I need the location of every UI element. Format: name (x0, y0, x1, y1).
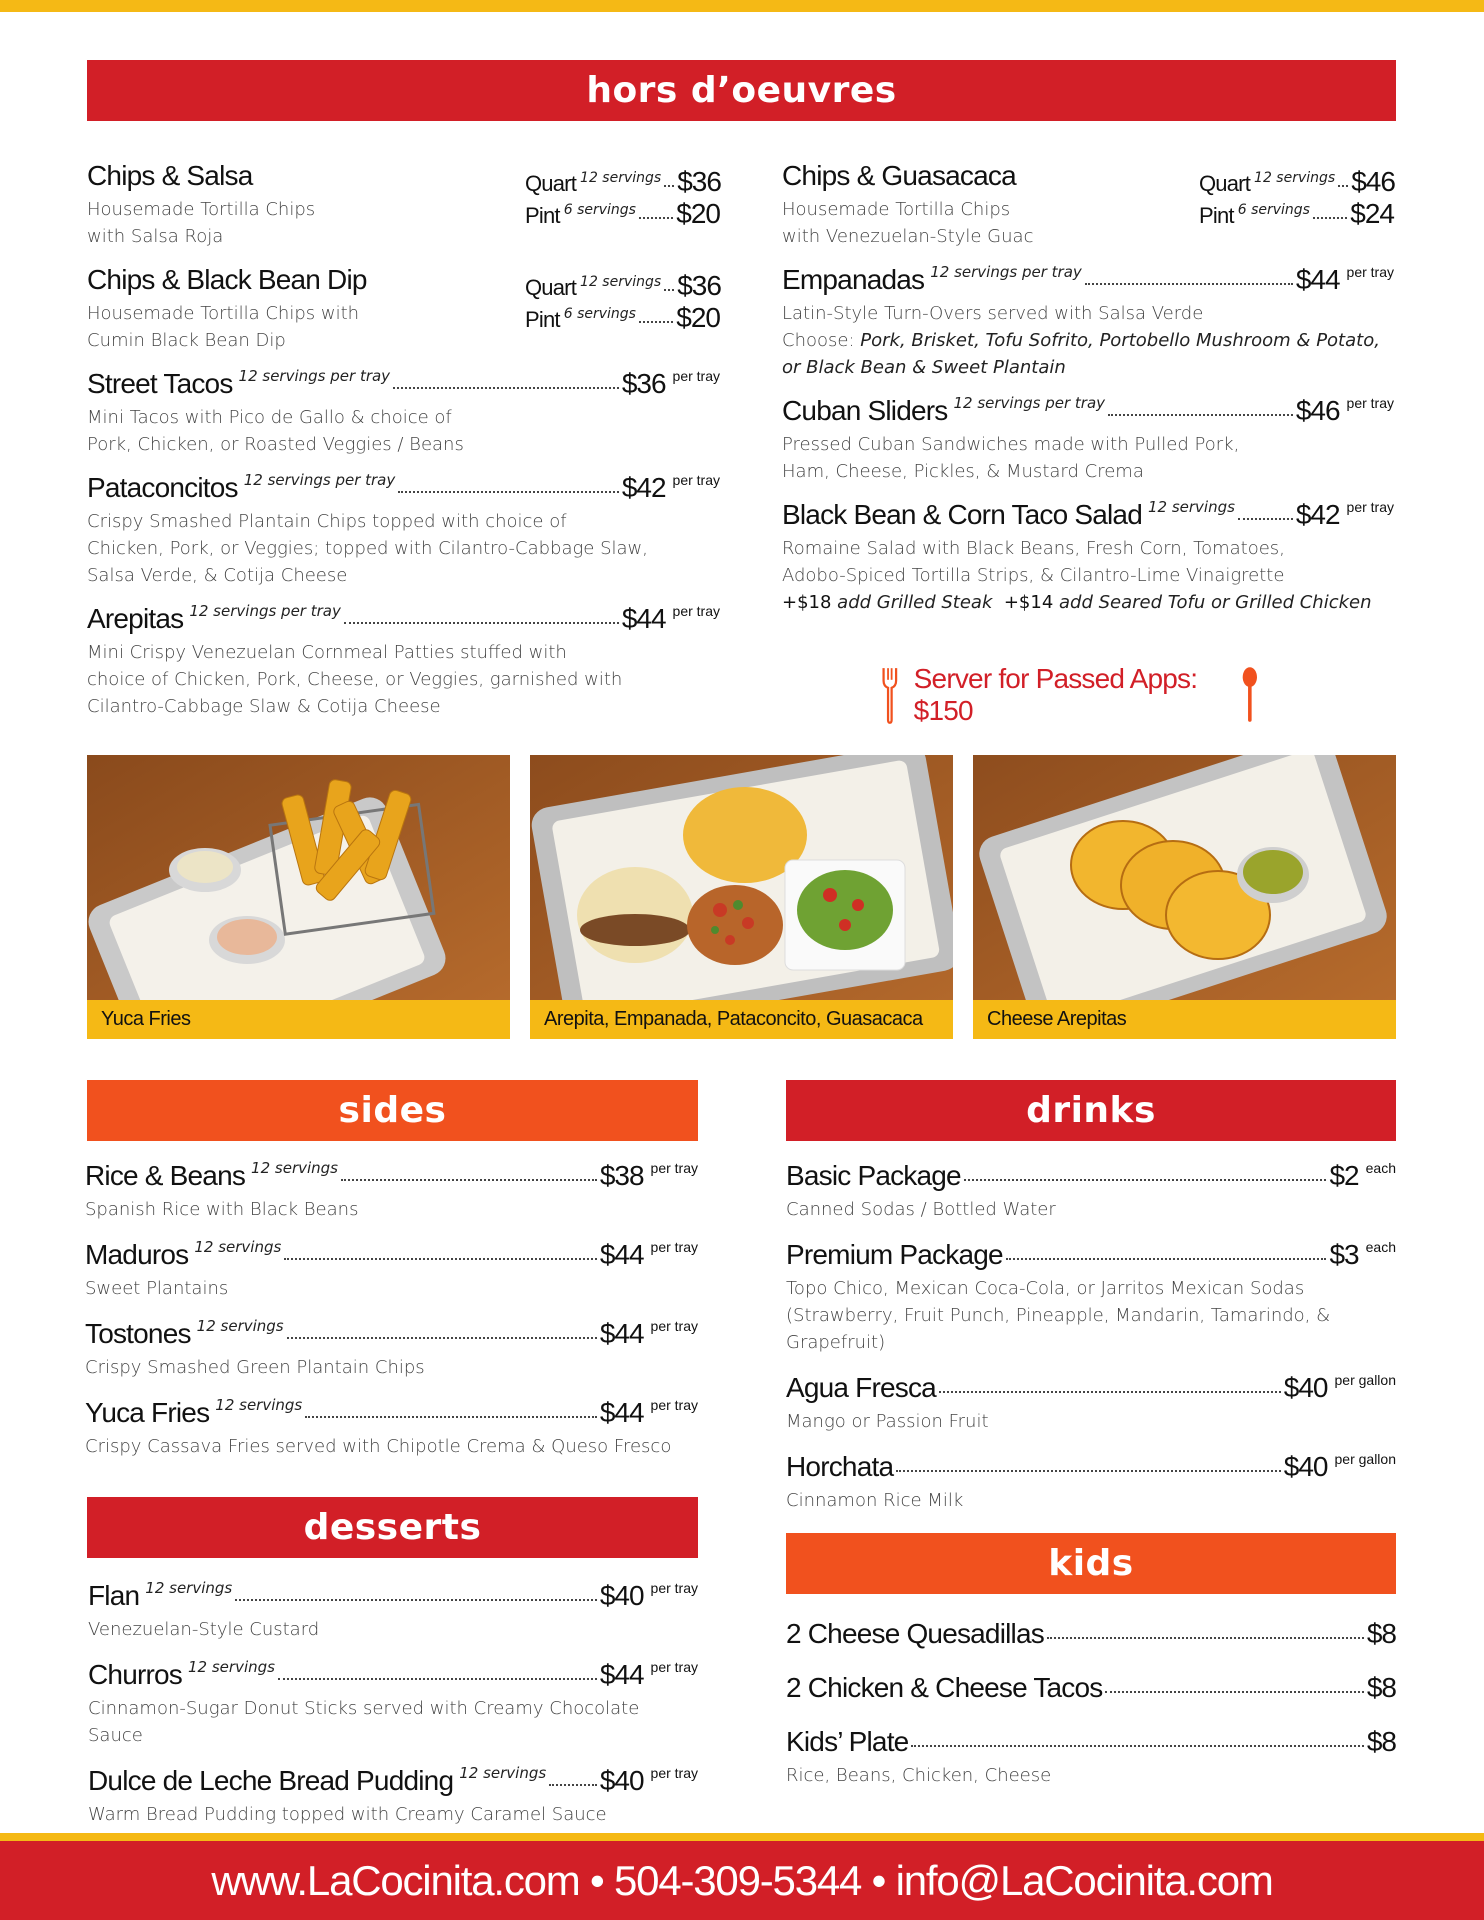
menu-item (786, 1239, 1396, 1356)
addons: +$18 add Grilled Steak +$14 add Seared Tofu or Grilled Chicken (782, 592, 1372, 613)
dot-leader (664, 185, 674, 187)
dot-leader (1338, 185, 1348, 187)
section-banner-sides (87, 1080, 698, 1141)
menu-item (786, 1372, 1396, 1435)
drinks-list (786, 1160, 1396, 1530)
item-servings: 12 servings per tray (243, 471, 396, 489)
dot-leader (287, 1337, 597, 1339)
item-name: Cuban Sliders (782, 395, 948, 426)
item-description: Cinnamon Rice Milk (786, 1490, 964, 1511)
price-unit: per tray (672, 603, 720, 619)
item-description: Crispy Smashed Green Plantain Chips (85, 1357, 425, 1378)
price-unit: per tray (650, 1318, 698, 1334)
item-description: Crispy Cassava Fries served with Chipotle Crema & Queso Fresco (85, 1436, 672, 1457)
price-unit: per tray (672, 472, 720, 488)
section-title: drinks (1026, 1090, 1156, 1131)
item-price: $44 (1295, 264, 1340, 295)
server-callout (880, 660, 1260, 730)
item-price: $40 (599, 1580, 644, 1611)
section-title: kids (1048, 1543, 1134, 1584)
photo-caption: Cheese Arepitas (973, 1000, 1396, 1039)
menu-item (782, 395, 1394, 485)
item-description: Mango or Passion Fruit (786, 1411, 989, 1432)
footer-contact (0, 1841, 1484, 1920)
item-name: Tostones (85, 1318, 191, 1349)
size-option: Pint 6 servings $20 (525, 198, 720, 229)
dot-leader (964, 1179, 1327, 1181)
section-banner-hors-doeuvres (87, 60, 1396, 121)
price-unit: per tray (650, 1160, 698, 1176)
cheese-arepitas-image (973, 755, 1396, 1000)
server-text: Server for Passed Apps: $150 (913, 663, 1198, 726)
item-servings: 12 servings (188, 1658, 275, 1676)
item-description: Spanish Rice with Black Beans (85, 1199, 359, 1220)
item-description: Mini Tacos with Pico de Gallo & choice of Pork, Chicken, or Roasted Veggies / Beans (87, 407, 464, 455)
item-servings: 12 servings (459, 1764, 547, 1782)
item-price: $46 (1295, 395, 1340, 426)
price-unit: per tray (650, 1580, 698, 1596)
item-name: Black Bean & Corn Taco Salad (782, 499, 1142, 530)
item-name: Yuca Fries (85, 1397, 210, 1428)
item-servings: 12 servings (215, 1396, 303, 1414)
section-title: hors d’oeuvres (586, 70, 897, 111)
item-price: $2 (1329, 1160, 1359, 1191)
item-name: Premium Package (786, 1239, 1003, 1270)
item-name: Arepitas (87, 603, 184, 634)
dot-leader (344, 622, 619, 624)
item-servings: 12 servings per tray (238, 367, 391, 385)
photo-caption: Yuca Fries (87, 1000, 510, 1039)
item-name: Chips & Guasacaca (782, 160, 1016, 191)
item-servings: 12 servings per tray (953, 394, 1106, 412)
menu-item (85, 1318, 698, 1381)
menu-item (87, 368, 720, 458)
dot-leader (549, 1784, 597, 1786)
dot-leader (1313, 217, 1347, 219)
item-price: $40 (1283, 1451, 1328, 1482)
dot-leader (639, 217, 673, 219)
price-unit: per tray (650, 1659, 698, 1675)
footer-stripe (0, 1833, 1484, 1841)
menu-item (87, 472, 720, 589)
item-price: $44 (599, 1397, 644, 1428)
item-description: Pressed Cuban Sandwiches made with Pulled Pork, Ham, Cheese, Pickles, & Mustard Crema (782, 434, 1240, 482)
item-price: $42 (621, 472, 666, 503)
sides-list (85, 1160, 698, 1476)
item-price: $38 (599, 1160, 644, 1191)
dot-leader (1085, 283, 1293, 285)
price-unit: per tray (650, 1397, 698, 1413)
yuca-fries-image (87, 755, 510, 1000)
item-name: Chips & Salsa (87, 160, 253, 191)
contact-info: www.LaCocinita.com • 504-309-5344 • info@LaCocinita.com (211, 1856, 1273, 1904)
hors-doeuvres-right-column (782, 160, 1394, 630)
menu-item (88, 1659, 698, 1749)
price-unit: per tray (650, 1765, 698, 1781)
item-servings: 12 servings (251, 1159, 338, 1177)
food-photo (973, 755, 1396, 1000)
item-description: Rice, Beans, Chicken, Cheese (786, 1765, 1052, 1786)
price-unit: per tray (1346, 395, 1394, 411)
item-name: Horchata (786, 1451, 894, 1482)
item-description: Housemade Tortilla Chips with Salsa Roja (87, 199, 316, 247)
dot-leader (939, 1391, 1281, 1393)
photo-cheese-arepitas (973, 755, 1396, 1039)
item-servings: 12 servings (194, 1238, 282, 1256)
dot-leader (305, 1416, 597, 1418)
item-servings: 12 servings (196, 1317, 284, 1335)
item-name: Kids’ Plate (786, 1726, 909, 1757)
price-unit: per tray (1346, 264, 1394, 280)
size-option: Pint 6 servings $24 (1199, 198, 1394, 229)
item-description: Crispy Smashed Plantain Chips topped with choice of Chicken, Pork, or Veggies; topped with Cilantro-Cabbage Slaw, Salsa Verde, & Cotija Cheese (87, 511, 648, 586)
item-name: Churros (88, 1659, 182, 1690)
dot-leader (341, 1179, 597, 1181)
desserts-list (88, 1580, 698, 1844)
dot-leader (1108, 414, 1293, 416)
item-name: Basic Package (786, 1160, 961, 1191)
item-price: $44 (599, 1239, 644, 1270)
dot-leader (896, 1470, 1281, 1472)
item-description: Cinnamon-Sugar Donut Sticks served with Creamy Chocolate Sauce (88, 1698, 640, 1746)
size-option: Quart 12 servings $46 (1199, 166, 1395, 197)
item-name: Pataconcitos (87, 472, 238, 503)
size-option: Pint 6 servings $20 (525, 302, 720, 333)
dot-leader (1047, 1637, 1364, 1639)
item-name: Maduros (85, 1239, 189, 1270)
price-unit: per gallon (1334, 1372, 1396, 1388)
item-name: 2 Chicken & Cheese Tacos (786, 1672, 1103, 1703)
item-price: $8 (1366, 1672, 1396, 1703)
dot-leader (1105, 1691, 1363, 1693)
item-servings: 12 servings per tray (930, 263, 1082, 281)
dot-leader (393, 387, 619, 389)
food-photo (87, 755, 510, 1000)
item-servings: 12 servings (1147, 498, 1235, 516)
item-description: Romaine Salad with Black Beans, Fresh Corn, Tomatoes, Adobo-Spiced Tortilla Strips, & Cilantro-Lime Vinaigrette +$18 add Grilled Steak +$14 add Seared Tofu or Grilled Chicken (782, 535, 1394, 616)
item-name: Rice & Beans (85, 1160, 246, 1191)
section-banner-drinks (786, 1080, 1396, 1141)
price-unit: per gallon (1334, 1451, 1396, 1467)
photo-yuca-fries (87, 755, 510, 1039)
item-name: Flan (88, 1580, 140, 1611)
menu-item (85, 1160, 698, 1223)
item-servings: 12 servings (145, 1579, 233, 1597)
item-name: Chips & Black Bean Dip (87, 264, 367, 295)
dot-leader (235, 1599, 597, 1601)
menu-item (85, 1397, 698, 1460)
fork-icon (880, 663, 900, 727)
section-title: sides (338, 1090, 447, 1131)
item-servings: 12 servings per tray (189, 602, 341, 620)
size-option: Quart 12 servings $36 (525, 270, 721, 301)
dot-leader (398, 491, 619, 493)
section-title: desserts (303, 1507, 482, 1548)
menu-item (85, 1239, 698, 1302)
price-unit: each (1365, 1239, 1396, 1255)
item-name: Agua Fresca (786, 1372, 936, 1403)
top-stripe (0, 0, 1484, 12)
dot-leader (1238, 518, 1293, 520)
dot-leader (639, 321, 673, 323)
menu-item (88, 1580, 698, 1643)
dot-leader (664, 289, 674, 291)
item-description: Mini Crispy Venezuelan Cornmeal Patties stuffed with choice of Chicken, Pork, Cheese, or Veggies, garnished with Cilantro-Cabbage Slaw & Cotija Cheese (87, 642, 623, 717)
item-name: Dulce de Leche Bread Pudding (88, 1765, 454, 1796)
item-description: Housemade Tortilla Chips with Venezuelan-Style Guac (782, 199, 1034, 247)
menu-item (782, 264, 1394, 381)
item-description: Canned Sodas / Bottled Water (786, 1199, 1056, 1220)
dot-leader (911, 1745, 1363, 1747)
food-photo (530, 755, 953, 1000)
item-price: $8 (1366, 1726, 1396, 1757)
dot-leader (278, 1678, 597, 1680)
dot-leader (284, 1258, 597, 1260)
price-unit: per tray (650, 1239, 698, 1255)
menu-item (87, 603, 720, 720)
price-unit: per tray (672, 368, 720, 384)
price-unit: each (1365, 1160, 1396, 1176)
item-price: $40 (1283, 1372, 1328, 1403)
sampler-image (530, 755, 953, 1000)
menu-item (786, 1618, 1396, 1654)
item-description: Sweet Plantains (85, 1278, 229, 1299)
item-price: $36 (621, 368, 666, 399)
kids-list (786, 1618, 1396, 1807)
section-banner-kids (786, 1533, 1396, 1594)
item-price: $42 (1295, 499, 1340, 530)
spoon-icon (1240, 663, 1260, 727)
item-name: Empanadas (782, 264, 925, 295)
size-option: Quart 12 servings $36 (525, 166, 721, 197)
price-unit: per tray (1346, 499, 1394, 515)
item-price: $44 (599, 1318, 644, 1349)
item-description: Latin-Style Turn-Overs served with Salsa Verde Choose: Pork, Brisket, Tofu Sofrito, Portobello Mushroom & Potato, or Black Bean & Sweet Plantain (782, 303, 1380, 378)
menu-item (87, 264, 720, 354)
menu-item (786, 1726, 1396, 1789)
item-price: $44 (621, 603, 666, 634)
menu-item (786, 1451, 1396, 1514)
item-price: $40 (599, 1765, 644, 1796)
item-description: Warm Bread Pudding topped with Creamy Caramel Sauce (88, 1804, 607, 1825)
menu-item (782, 499, 1394, 616)
item-name: Street Tacos (87, 368, 233, 399)
item-name: 2 Cheese Quesadillas (786, 1618, 1044, 1649)
section-banner-desserts (87, 1497, 698, 1558)
hors-doeuvres-left-column (87, 160, 720, 734)
item-description: Venezuelan-Style Custard (88, 1619, 320, 1640)
menu-item (782, 160, 1394, 250)
item-price: $3 (1329, 1239, 1359, 1270)
photo-sampler (530, 755, 953, 1039)
item-price: $8 (1366, 1618, 1396, 1649)
menu-item (786, 1672, 1396, 1708)
item-price: $44 (599, 1659, 644, 1690)
photo-caption: Arepita, Empanada, Pataconcito, Guasacaca (530, 1000, 953, 1039)
dot-leader (1006, 1258, 1327, 1260)
item-description: Topo Chico, Mexican Coca-Cola, or Jarritos Mexican Sodas (Strawberry, Fruit Punch, Pineapple, Mandarin, Tamarindo, & Grapefruit) (786, 1278, 1331, 1353)
menu-item (87, 160, 720, 250)
menu-item (786, 1160, 1396, 1223)
menu-item (88, 1765, 698, 1828)
item-description: Housemade Tortilla Chips with Cumin Black Bean Dip (87, 303, 360, 351)
